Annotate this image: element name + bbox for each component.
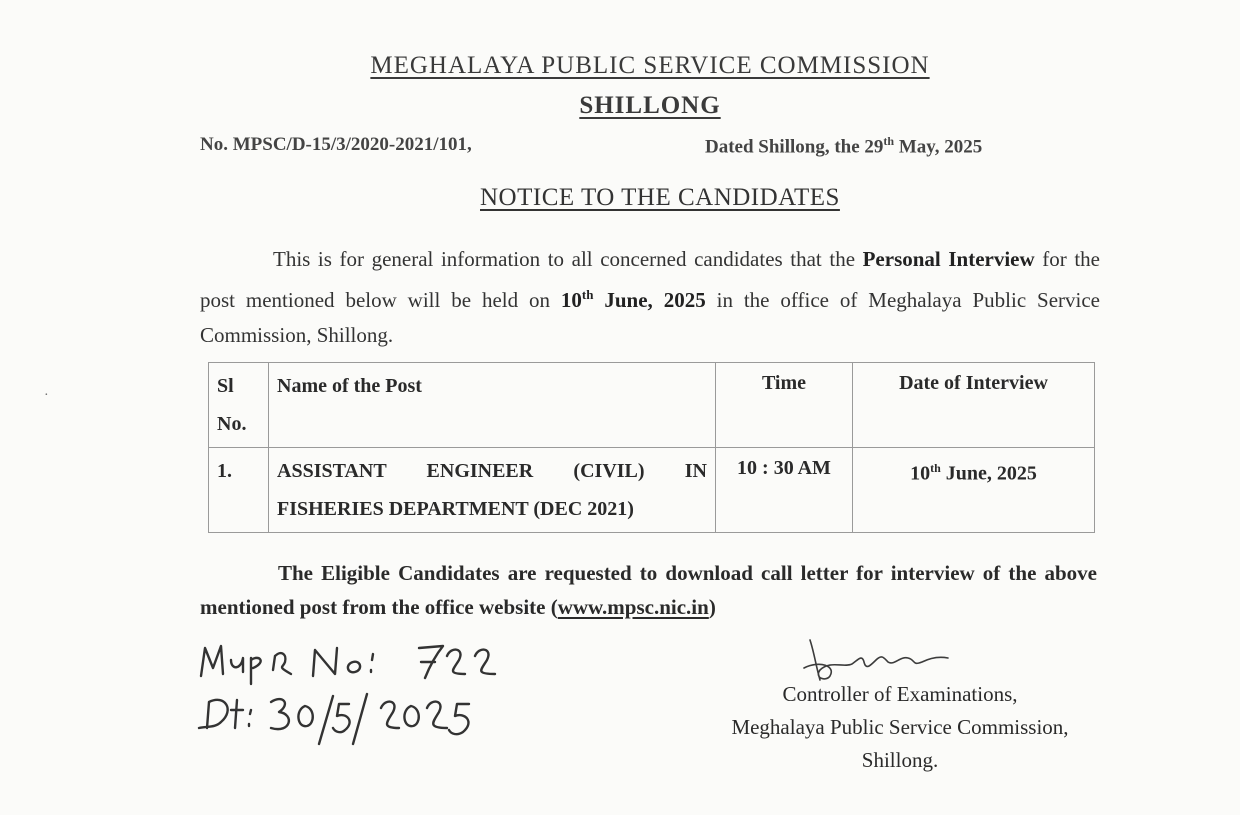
handwritten-dispatch-note <box>195 632 555 772</box>
download-request-text: The Eligible Candidates are requested to download call letter for interview of the above mentioned post from the office website (www.mpsc.nic.in) <box>200 561 1097 619</box>
row-post <box>269 448 716 533</box>
post-name-line1: ASSISTANT ENGINEER (CIVIL) IN <box>277 460 707 482</box>
table-row <box>209 448 1095 533</box>
row-date: 10th June, 2025 <box>853 448 1095 533</box>
header-date: Date of Interview <box>853 363 1095 448</box>
row-time: 10 : 30 AM <box>716 448 853 533</box>
header-slno: Sl No. <box>209 363 269 448</box>
signatory-block <box>660 678 1140 777</box>
signatory-designation: Controller of Examinations, <box>782 682 1018 706</box>
scan-speck: · <box>44 388 49 403</box>
website-link[interactable]: www.mpsc.nic.in <box>557 595 709 619</box>
table-header-row <box>209 363 1095 448</box>
notice-heading: NOTICE TO THE CANDIDATES <box>480 184 840 211</box>
interview-schedule-table <box>208 362 1095 533</box>
header-post: Name of the Post <box>269 363 716 448</box>
row-slno: 1. <box>209 448 269 533</box>
post-name-line2: FISHERIES DEPARTMENT (DEC 2021) <box>277 498 634 520</box>
reference-number: No. MPSC/D-15/3/2020-2021/101, <box>200 134 472 155</box>
signatory-city: Shillong. <box>861 748 939 772</box>
signatory-organization: Meghalaya Public Service Commission, <box>731 715 1069 739</box>
header-time: Time <box>716 363 853 448</box>
notice-date: Dated Shillong, the 29th May, 2025 <box>705 134 983 158</box>
notice-paragraph: This is for general information to all concerned candidates that the Personal Interview for the post mentioned below will be held on 10th June, 2025 in the office of Meghalaya Public Service Commission, Shillong. <box>200 247 1101 347</box>
city-title: SHILLONG <box>579 92 721 119</box>
organization-title: MEGHALAYA PUBLIC SERVICE COMMISSION <box>370 52 930 79</box>
